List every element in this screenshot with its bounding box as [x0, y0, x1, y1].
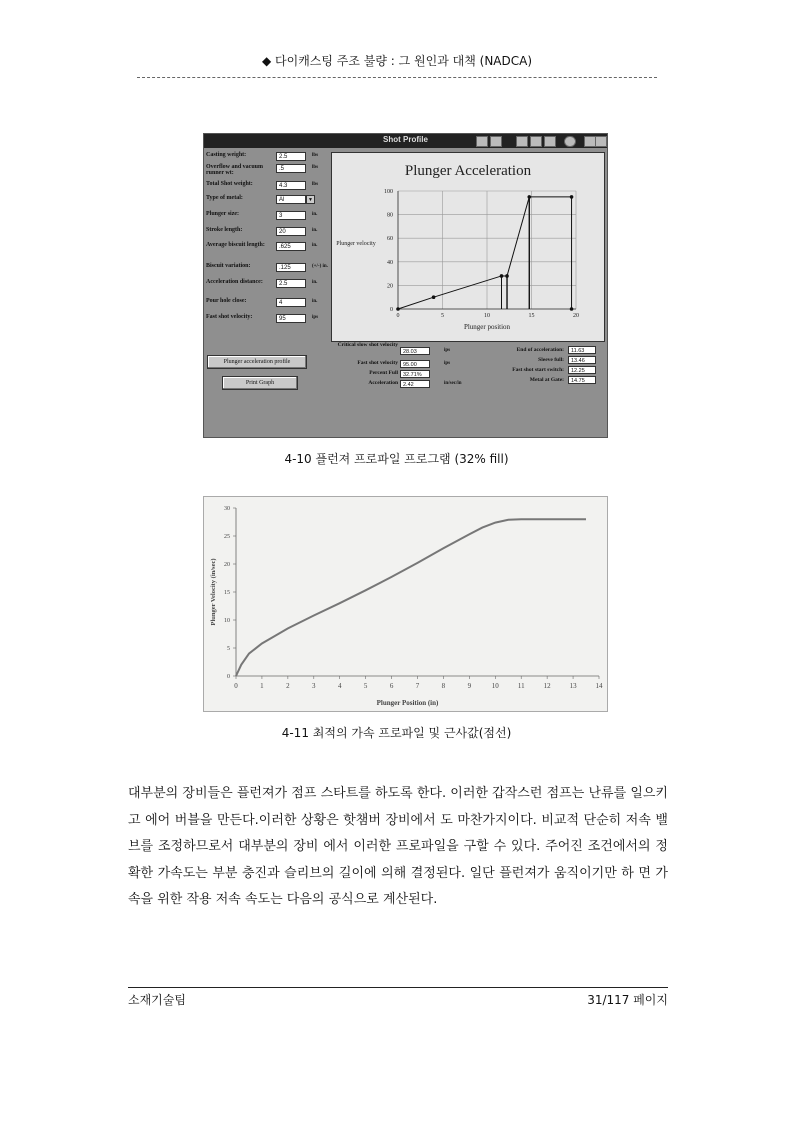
field-input[interactable]: .625: [276, 242, 306, 251]
toolbar-icon[interactable]: [490, 136, 502, 147]
field-label: Acceleration distance:: [206, 279, 263, 285]
x-tick-label: 13: [569, 682, 577, 690]
y-tick-label: 20: [224, 562, 230, 568]
x-axis-label: Plunger Position (in): [376, 699, 439, 707]
x-tick-label: 14: [595, 682, 603, 690]
result-value: 14.75: [568, 376, 596, 384]
result-value: 28.03: [400, 347, 430, 355]
toolbar-icon[interactable]: [530, 136, 542, 147]
field-input[interactable]: .125: [276, 263, 306, 272]
field-label: Type of metal:: [206, 195, 243, 201]
x-tick-label: 2: [286, 682, 290, 690]
figure-caption-2: 4-11 최적의 가속 프로파일 및 근사값(점선): [281, 726, 512, 740]
settings-icon[interactable]: [564, 136, 576, 147]
field-unit: in.: [312, 299, 318, 304]
series-line: [398, 197, 572, 309]
field-input[interactable]: 20: [276, 227, 306, 236]
y-tick-label: 80: [387, 212, 393, 219]
field-input[interactable]: 4: [276, 298, 306, 307]
y-tick-label: 20: [387, 283, 393, 290]
y-tick-label: 10: [224, 618, 230, 624]
y-tick-label: 5: [227, 646, 230, 652]
chart-title: Plunger Acceleration: [404, 163, 532, 179]
result-label: Critical slow shot velocity: [337, 342, 398, 348]
toolbar-icon[interactable]: [544, 136, 556, 147]
field-label: Plunger size:: [206, 211, 240, 217]
field-unit: in.: [312, 228, 318, 233]
chevron-down-icon[interactable]: ▼: [306, 195, 315, 204]
x-tick-label: 3: [312, 682, 316, 690]
field-label: Fast shot velocity:: [206, 314, 253, 320]
footer-divider: [128, 987, 668, 988]
y-tick-label: 30: [224, 506, 230, 512]
field-label: Casting weight:: [206, 152, 247, 158]
field-input[interactable]: 4.3: [276, 181, 306, 190]
field-input[interactable]: .5: [276, 164, 306, 173]
data-point: [570, 307, 574, 311]
field-input[interactable]: 95: [276, 314, 306, 323]
data-point: [396, 307, 400, 311]
result-value: 12.25: [568, 366, 596, 374]
field-unit: (+/-) in.: [312, 264, 328, 269]
page-header: ◆ 다이캐스팅 주조 불량 : 그 원인과 대책 (NADCA): [261, 54, 533, 68]
window-titlebar: [204, 134, 607, 148]
plunger-acceleration-chart: [331, 152, 605, 342]
figure-caption-1: 4-10 플런져 프로파일 프로그램 (32% fill): [284, 452, 509, 466]
x-tick-label: 0: [396, 313, 400, 319]
field-input[interactable]: 2.5: [276, 279, 306, 288]
result-label: Percent Full: [369, 370, 398, 376]
x-tick-label: 15: [528, 313, 535, 319]
x-tick-label: 8: [441, 682, 446, 690]
field-label: Stroke length:: [206, 227, 243, 233]
y-tick-label: 0: [390, 307, 393, 313]
y-tick-label: 15: [224, 590, 230, 596]
window-title: Shot Profile: [383, 135, 428, 144]
x-axis-label: Plunger position: [463, 323, 511, 331]
field-unit: in.: [312, 243, 318, 248]
x-tick-label: 20: [573, 313, 579, 319]
field-unit: lbs: [312, 153, 319, 158]
field-label: Biscuit variation:: [206, 263, 251, 269]
result-label: End of acceleration:: [516, 347, 564, 353]
result-value: 95.00: [400, 360, 430, 368]
plunger-acceleration-svg: [332, 153, 604, 341]
y-tick-label: 25: [224, 534, 230, 540]
footer-team: 소재기술팀: [128, 993, 186, 1007]
field-unit: in.: [312, 212, 318, 217]
y-tick-label: 60: [387, 236, 393, 243]
data-point: [527, 195, 531, 199]
optimal-profile-svg: [204, 497, 607, 711]
footer-page-number: 31/117 페이지: [587, 993, 668, 1007]
toolbar-icon[interactable]: [476, 136, 488, 147]
x-tick-label: 9: [467, 682, 472, 690]
x-tick-label: 1: [260, 682, 264, 690]
optimal-profile-graph: [203, 496, 608, 712]
result-label: Metal at Gate:: [529, 377, 564, 383]
toolbar-icon[interactable]: [516, 136, 528, 147]
x-tick-label: 10: [491, 682, 499, 690]
y-tick-label: 0: [227, 674, 230, 680]
data-point: [505, 274, 509, 278]
x-tick-label: 5: [441, 313, 444, 319]
data-point: [570, 195, 574, 199]
x-tick-label: 11: [517, 682, 525, 690]
x-tick-label: 7: [415, 682, 420, 690]
maximize-icon[interactable]: [595, 136, 607, 147]
field-unit: lbs: [312, 182, 319, 187]
field-input[interactable]: 2.5: [276, 152, 306, 161]
data-point: [500, 274, 504, 278]
result-value: 2.42: [400, 380, 430, 388]
field-input[interactable]: 3: [276, 211, 306, 220]
y-tick-label: 100: [384, 189, 393, 195]
x-tick-label: 4: [337, 682, 342, 690]
result-value: 11.63: [568, 346, 596, 354]
x-tick-label: 6: [389, 682, 394, 690]
field-input[interactable]: Al: [276, 195, 306, 204]
y-axis-label: Plunger Velocity (in/sec): [210, 558, 217, 626]
plunger-acceleration-profile-button[interactable]: Plunger acceleration profile: [207, 355, 307, 369]
result-label: Fast shot velocity: [357, 360, 398, 366]
result-value: 13.46: [568, 356, 596, 364]
field-unit: in.: [312, 280, 318, 285]
body-paragraph: 대부분의 장비들은 플런져가 점프 스타트를 하도록 한다. 이러한 갑작스런 점프는 난류를 일으키고 에어 버블을 만든다.이러한 상황은 핫챔버 장비에서 도 마찬가지이다. 비교적 단순히 저속 밸브를 조정하므로서 대부분의 장비 에서 이러한 프로파일을 구할 수 있다. 주어진 조건에서의 정확한 가속도는 부분 충진과 슬리브의 길이에 의해 결정된다. 일단 플런져가 움직이기만 하 면 가속을 위한 작용 저속 속도는 다음의 공식으로 계산된다.: [128, 786, 668, 907]
result-label: Acceleration: [368, 380, 398, 386]
x-tick-label: 10: [484, 313, 490, 319]
print-graph-button[interactable]: Print Graph: [222, 376, 298, 390]
x-tick-label: 12: [543, 682, 551, 690]
field-label: Overflow and vacuum runner wt:: [206, 164, 263, 176]
result-label: Sleeve full:: [538, 357, 564, 363]
field-unit: ips: [312, 315, 319, 320]
result-value: 32.71%: [400, 370, 430, 378]
field-label: Average biscuit length:: [206, 242, 265, 248]
result-unit: in/sec/in: [444, 381, 462, 386]
header-divider: [137, 77, 657, 78]
field-unit: lbs: [312, 165, 319, 170]
result-unit: ips: [444, 348, 451, 353]
result-unit: ips: [444, 361, 451, 366]
series-line: [236, 519, 586, 676]
y-axis-label: Plunger velocity: [336, 241, 376, 247]
field-label: Pour hole close:: [206, 298, 247, 304]
data-point: [432, 295, 436, 299]
field-label: Total Shot weight:: [206, 181, 253, 187]
shot-profile-window: [203, 133, 608, 438]
result-label: Fast shot start switch:: [512, 367, 564, 373]
y-tick-label: 40: [387, 259, 393, 266]
x-tick-label: 5: [363, 682, 368, 690]
x-tick-label: 0: [234, 682, 238, 690]
